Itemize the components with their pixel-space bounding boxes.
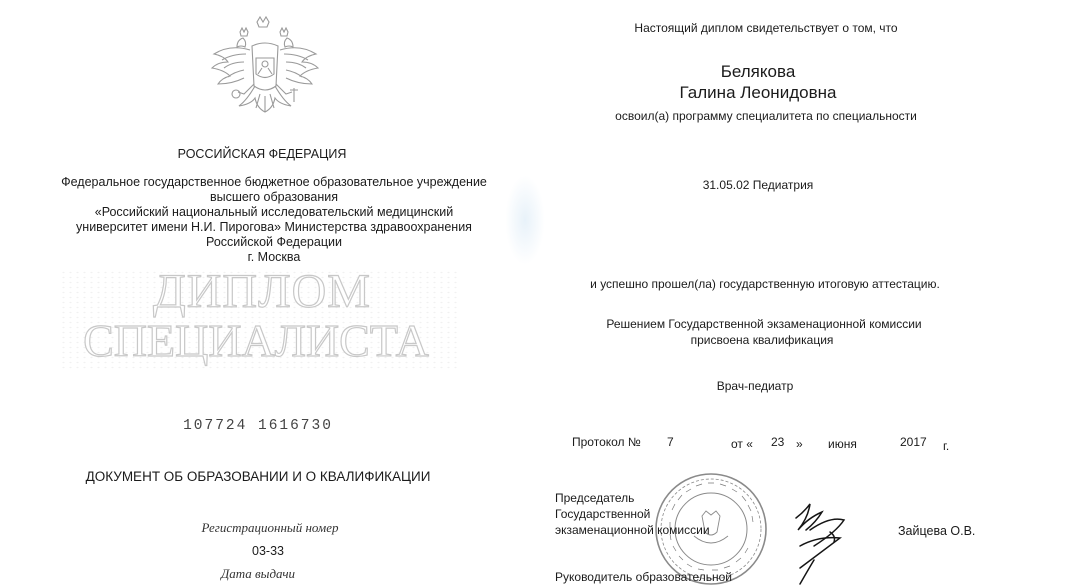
institution-line-2: высшего образования xyxy=(209,190,339,204)
scan-artifact xyxy=(505,175,545,265)
document-type: ДОКУМЕНТ ОБ ОБРАЗОВАНИИ И О КВАЛИФИКАЦИИ xyxy=(85,469,431,484)
country-name: РОССИЙСКАЯ ФЕДЕРАЦИЯ xyxy=(177,147,347,161)
graduate-surname: Белякова xyxy=(720,62,796,81)
diploma-title-line-1: ДИПЛОМ xyxy=(153,265,371,318)
protocol-year: 2017 xyxy=(900,435,927,449)
issue-date-label: Дата выдачи xyxy=(220,566,296,581)
chair-label-line-3: экзаменационной комиссии xyxy=(555,523,710,537)
protocol-label: Протокол № xyxy=(572,435,641,449)
diploma-title-line-2: СПЕЦИАЛИСТА xyxy=(83,315,429,366)
protocol-day: 23 xyxy=(771,435,785,449)
registration-number: 03-33 xyxy=(252,544,284,558)
institution-line-5: Российской Федерации xyxy=(206,235,342,249)
head-label: Руководитель образовательной xyxy=(555,570,732,584)
program-text: освоил(а) программу специалитета по специальности xyxy=(615,109,917,123)
registration-number-label: Регистрационный номер xyxy=(201,520,339,535)
intro-text: Настоящий диплом свидетельствует о том, что xyxy=(634,21,898,35)
protocol-month: июня xyxy=(828,437,857,451)
institution-line-1: Федеральное государственное бюджетное образовательное учреждение xyxy=(61,175,487,189)
institution-city: г. Москва xyxy=(247,250,301,264)
protocol-from-label: от « xyxy=(731,437,753,451)
protocol-number: 7 xyxy=(667,435,674,449)
chair-signature xyxy=(770,500,890,585)
attestation-text: и успешно прошел(ла) государственную итоговую аттестацию. xyxy=(590,277,940,291)
chair-label-line-2: Государственной xyxy=(555,507,651,521)
qualification: Врач-педиатр xyxy=(716,379,794,393)
chair-name: Зайцева О.В. xyxy=(898,524,976,538)
graduate-given-names: Галина Леонидовна xyxy=(679,83,837,102)
commission-decision-line-1: Решением Государственной экзаменационной комиссии xyxy=(606,317,922,331)
institution-line-3: «Российский национальный исследовательский медицинский xyxy=(94,205,454,219)
specialty: 31.05.02 Педиатрия xyxy=(702,178,814,192)
protocol-close-quote: » xyxy=(796,437,803,451)
double-headed-eagle-emblem xyxy=(210,14,320,136)
chair-label-line-1: Председатель xyxy=(555,491,635,505)
protocol-year-suffix: г. xyxy=(943,439,950,453)
institution-line-4: университет имени Н.И. Пирогова» Министерства здравоохранения xyxy=(76,220,472,234)
serial-number: 107724 1616730 xyxy=(183,418,333,434)
commission-decision-line-2: присвоена квалификация xyxy=(690,333,834,347)
